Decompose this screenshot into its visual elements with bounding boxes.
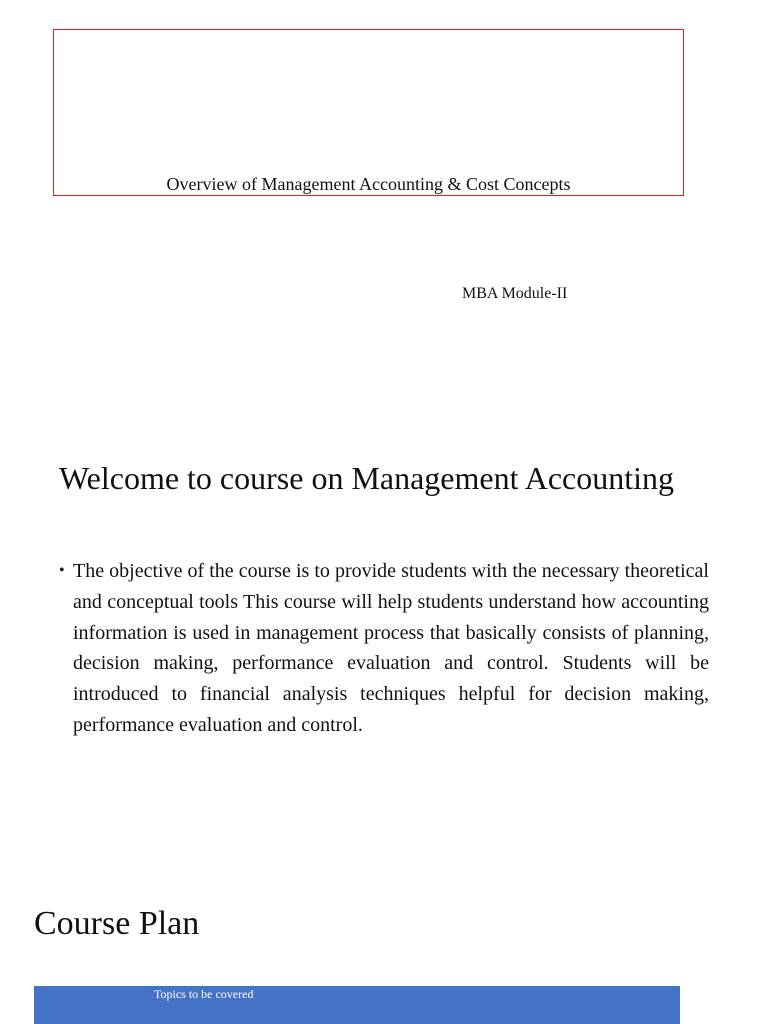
slide-title: Overview of Management Accounting & Cost Concepts [166, 174, 571, 194]
title-slide-frame [53, 29, 684, 196]
slide-subtitle: MBA Module-II [462, 285, 568, 302]
course-objective-text: The objective of the course is to provide students with the necessary theoretical and conceptual tools This course will help students understand how accounting information is used in management process that basically consists of planning, decision making, performance evaluation and control. Students will be introduced to financial analysis techniques helpful for decision making, performance evaluation and control. [73, 560, 709, 736]
table-header-topics: Topics to be covered [154, 987, 254, 1001]
course-plan-table-header [34, 986, 680, 1024]
bullet-marker: • [59, 562, 65, 579]
bullet-list-item [59, 556, 709, 741]
welcome-heading: Welcome to course on Management Accounting [59, 460, 675, 496]
course-plan-heading: Course Plan [34, 905, 200, 942]
